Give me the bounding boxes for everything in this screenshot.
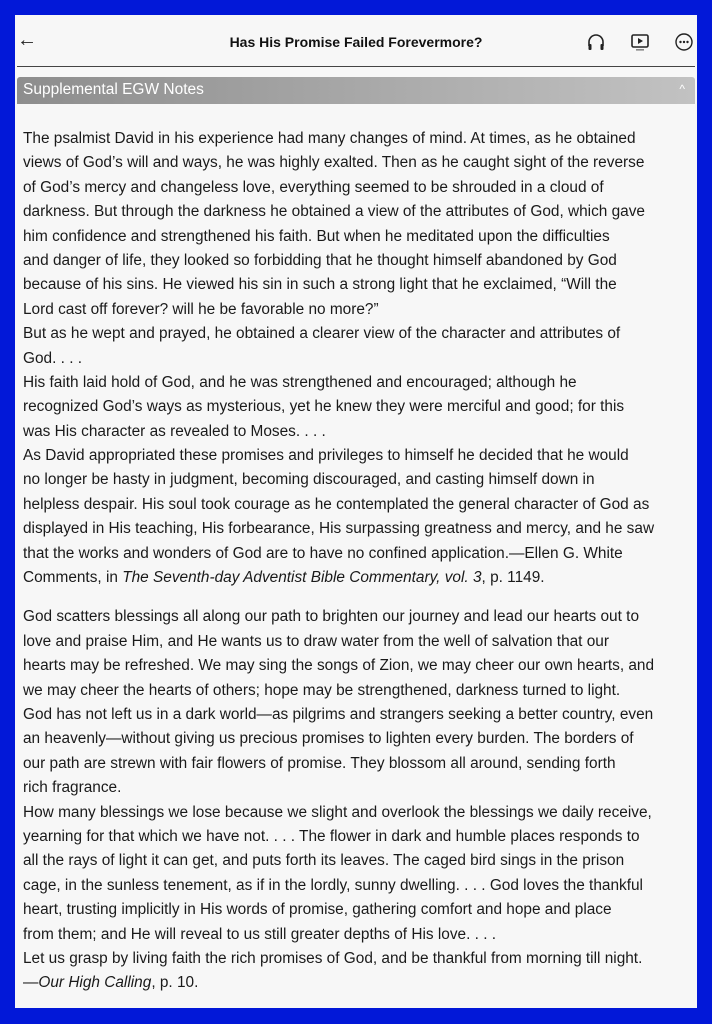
paragraph: [23, 127, 654, 590]
text-segment: , p. 10.: [151, 974, 199, 992]
page-title: Has His Promise Failed Forevermore?: [229, 34, 483, 50]
text-line: The psalmist David in his experience had many changes of mind. At times, as he obtained: [23, 130, 636, 147]
text-line: him confidence and strengthened his faith. But when he meditated upon the difficulties: [23, 227, 610, 245]
text-line: no longer be hasty in judgment, becoming discouraged, and casting himself down in: [23, 471, 595, 489]
text-line: because of his sins. He viewed his sin in such a strong light that he exclaimed, “Will the: [23, 276, 617, 294]
text-line: from them; and He will reveal to us still greater depths of His love. . . .: [23, 925, 497, 943]
text-line: was His character as revealed to Moses. . . .: [23, 422, 326, 440]
text-line: darkness. But through the darkness he obtained a view of the attributes of God, which gave: [23, 203, 645, 221]
more-icon[interactable]: [674, 32, 694, 52]
text-line: that the works and wonders of God are to have no confined application.—Ellen G. White: [23, 544, 623, 562]
text-line: of God’s mercy and changeless love, everything seemed to be shrouded in a cloud of: [23, 178, 604, 196]
notes-content: [23, 127, 654, 1011]
text-line: rich fragrance.: [23, 779, 122, 797]
chevron-up-icon[interactable]: ^: [679, 82, 685, 96]
header: [15, 15, 697, 66]
text-line: yearning for that which we have not. . . . The flower in dark and humble places responds to: [23, 827, 640, 845]
text-line: Lord cast off forever? will he be favorable no more?”: [23, 300, 379, 318]
text-line: But as he wept and prayed, he obtained a clearer view of the character and attributes of: [23, 325, 621, 343]
text-segment: Comments, in: [23, 569, 123, 587]
text-line: love and praise Him, and He wants us to draw water from the well of salvation that our: [23, 632, 609, 650]
text-line: an heavenly—without giving us precious promises to lighten every burden. The borders of: [23, 730, 634, 748]
paragraph: [23, 605, 654, 995]
headphones-icon[interactable]: [586, 32, 606, 52]
text-line: views of God’s will and ways, he was highly exalted. Then as he caught sight of the reverse: [23, 154, 645, 172]
text-line: our path are strewn with fair flowers of promise. They blossom all around, sending forth: [23, 754, 616, 772]
text-line: [23, 566, 654, 590]
text-line: God. . . .: [23, 349, 83, 367]
text-line: Let us grasp by living faith the rich promises of God, and be thankful from morning till night.: [23, 949, 643, 967]
text-line: hearts may be refreshed. We may sing the songs of Zion, we may cheer our own hearts, and: [23, 657, 655, 675]
section-title: Supplemental EGW Notes: [23, 81, 204, 98]
text-line: cage, in the sunless tenement, as if in the lordly, sunny dwelling. . . . God loves the thankful: [23, 876, 643, 894]
header-divider: [17, 66, 695, 67]
text-line: How many blessings we lose because we slight and overlook the blessings we daily receive,: [23, 803, 652, 821]
arrow-left-icon[interactable]: ←: [17, 29, 37, 51]
text-line: [23, 971, 654, 995]
text-line: recognized God’s ways as mysterious, yet he knew they were merciful and good; for this: [23, 398, 625, 416]
text-line: all the rays of light it can get, and puts forth its leaves. The caged bird sings in the prison: [23, 852, 625, 870]
citation-title: Our High Calling: [38, 974, 152, 992]
text-line: and danger of life, they looked so forbidding that he thought himself abandoned by God: [23, 251, 617, 269]
text-line: heart, trusting implicitly in His words of promise, gathering comfort and hope and place: [23, 901, 612, 919]
text-line: God scatters blessings all along our path to brighten our journey and lead our hearts out to: [23, 608, 640, 626]
citation-title: The Seventh-day Adventist Bible Commentary, vol. 3: [122, 569, 482, 587]
text-line: God has not left us in a dark world—as pilgrims and strangers seeking a better country, even: [23, 705, 654, 723]
text-line: we may cheer the hearts of others; hope may be strengthened, darkness turned to light.: [23, 681, 621, 699]
text-line: As David appropriated these promises and privileges to himself he decided that he would: [23, 447, 629, 465]
text-segment: —: [23, 974, 39, 992]
reader-panel: [15, 15, 697, 1008]
text-line: His faith laid hold of God, and he was strengthened and encouraged; although he: [23, 373, 577, 391]
play-screen-icon[interactable]: [630, 32, 650, 52]
text-line: helpless despair. His soul took courage as he contemplated the general character of God as: [23, 495, 650, 513]
text-segment: , p. 1149.: [481, 569, 545, 587]
text-line: displayed in His teaching, His forbearance, His surpassing greatness and mercy, and he saw: [23, 520, 655, 538]
section-header-egw-notes[interactable]: [17, 77, 695, 104]
